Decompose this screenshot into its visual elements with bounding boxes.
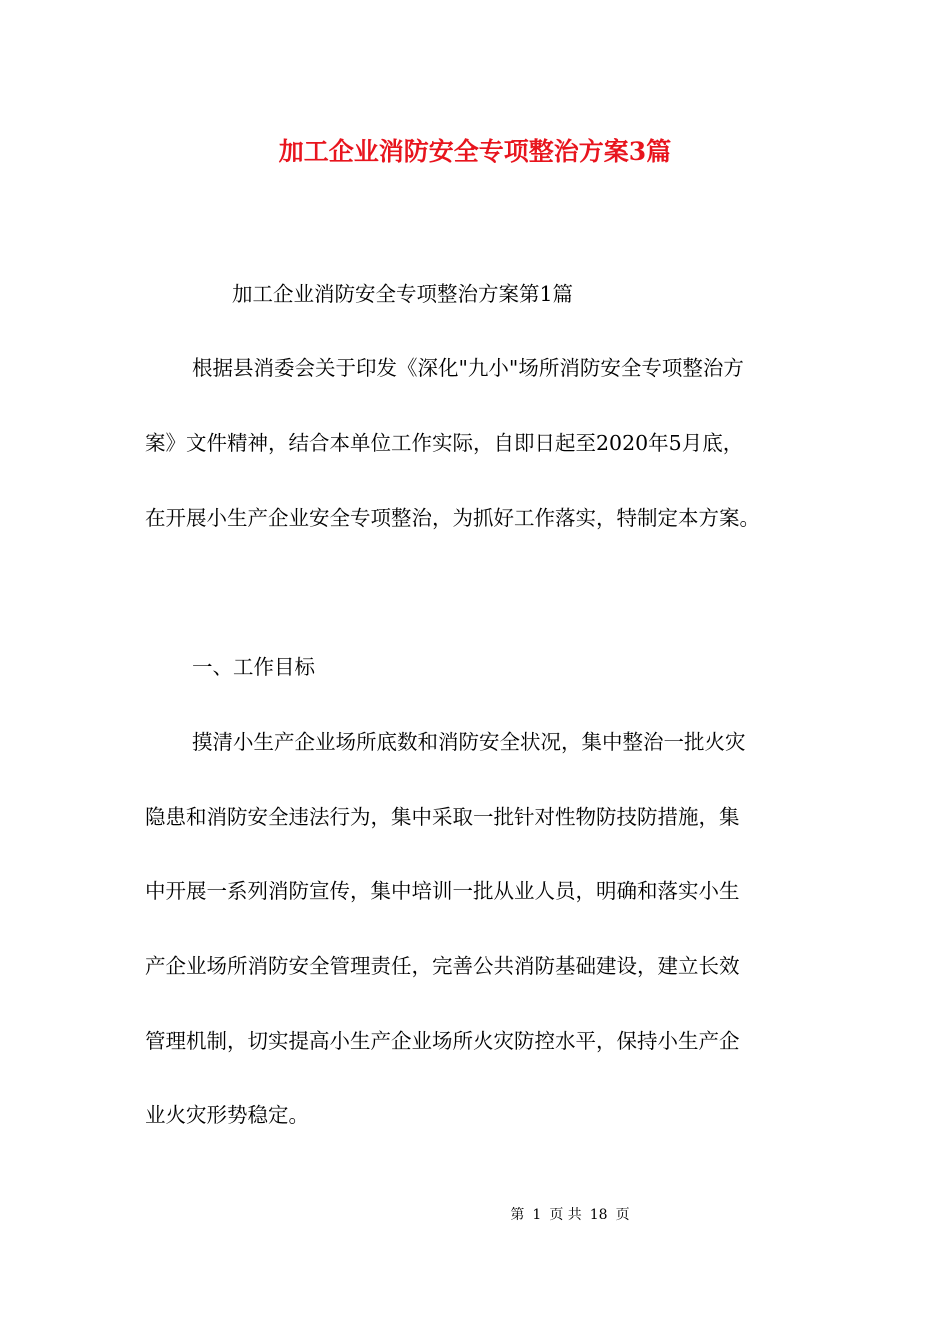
- paragraph-2-line-2: 隐患和消防安全违法行为，集中采取一批针对性物防技防措施，集: [145, 805, 740, 829]
- footer-prefix: 第: [510, 1207, 525, 1223]
- paragraph-2-line-5: 管理机制，切实提高小生产企业场所火灾防控水平，保持小生产企: [145, 1029, 740, 1053]
- section-1-heading: 一、工作目标: [192, 655, 315, 679]
- paragraph-2-line-3: 中开展一系列消防宣传，集中培训一批从业人员，明确和落实小生: [145, 879, 740, 903]
- footer-total-pages: 18: [589, 1207, 608, 1223]
- paragraph-1-line-2: 案》文件精神，结合本单位工作实际，自即日起至2020年5月底，: [145, 431, 744, 455]
- paragraph-2-line-6: 业火灾形势稳定。: [145, 1103, 309, 1127]
- footer-suffix: 页: [615, 1207, 630, 1223]
- paragraph-2-line-4: 产企业场所消防安全管理责任，完善公共消防基础建设，建立长效: [145, 954, 740, 978]
- footer-current-page: 1: [532, 1207, 542, 1223]
- paragraph-2-line-1: 摸清小生产企业场所底数和消防安全状况，集中整治一批火灾: [192, 730, 746, 754]
- page-footer: [0, 1205, 950, 1225]
- document-subtitle: 加工企业消防安全专项整治方案第1篇: [232, 282, 574, 306]
- document-title: 加工企业消防安全专项整治方案3篇: [278, 137, 672, 166]
- paragraph-1-line-1: 根据县消委会关于印发《深化"九小"场所消防安全专项整治方: [192, 356, 744, 380]
- paragraph-1-line-3: 在开展小生产企业安全专项整治，为抓好工作落实，特制定本方案。: [145, 506, 760, 530]
- footer-middle: 页 共: [549, 1207, 582, 1223]
